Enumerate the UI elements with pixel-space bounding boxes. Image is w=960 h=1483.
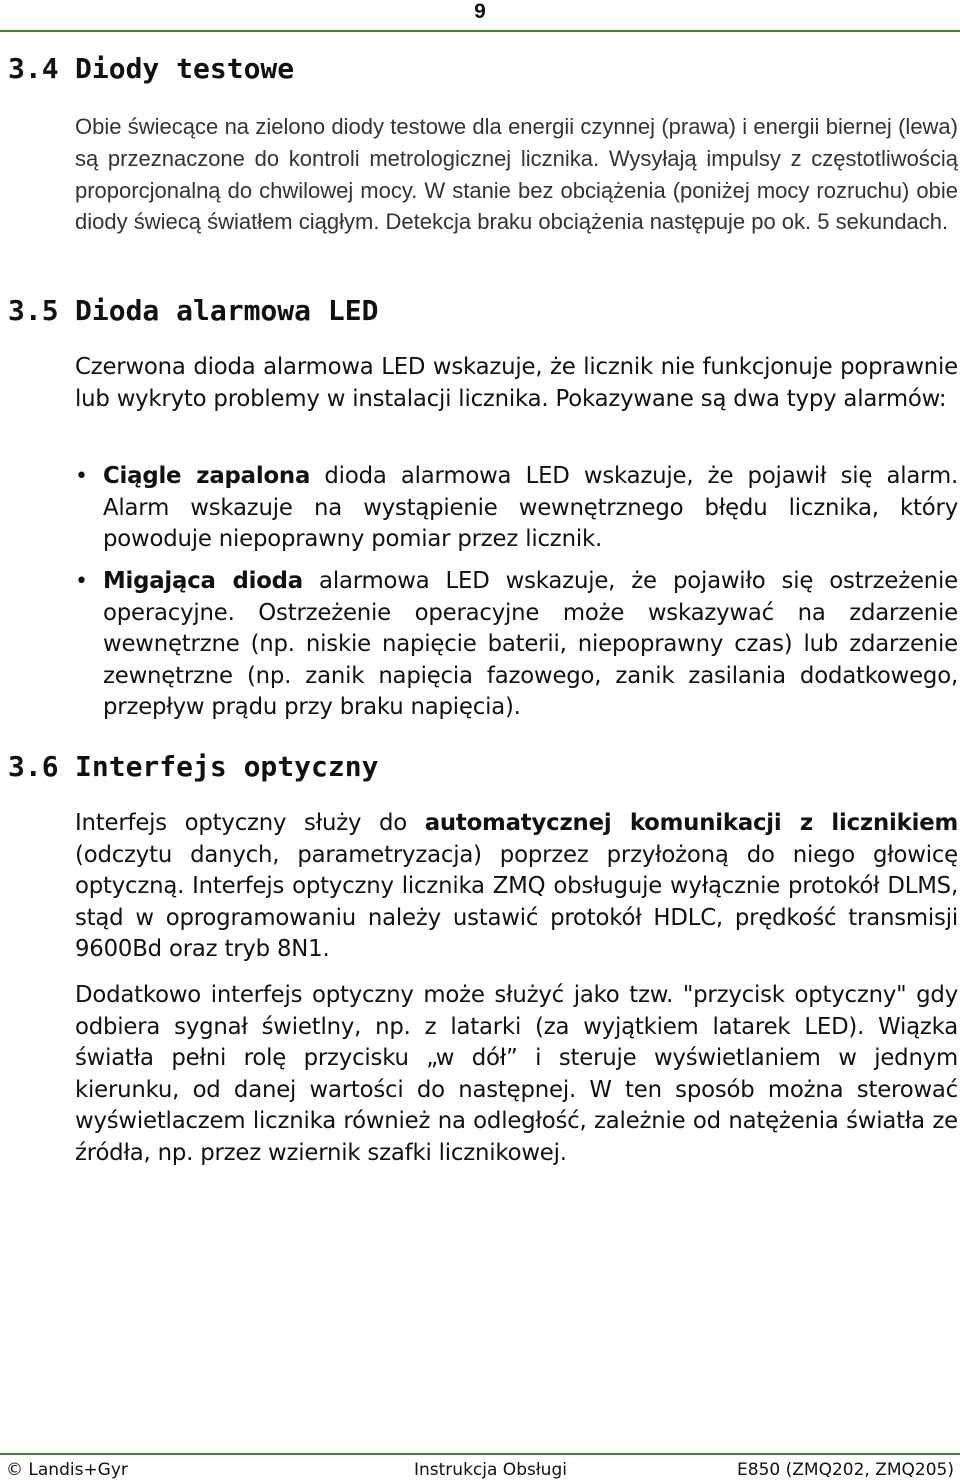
section-3-6-paragraph-2: Dodatkowo interfejs optyczny może służyć jako tzw. "przycisk optyczny" gdy odbiera sygnał świetlny, np. z latarki (za wyjątkiem latarek LED). Wiązka światła pełni rolę przycisku „w dół” i steruje wyświetlaniem w jednym kierunku, od danej wartości do następnej. W ten sposób można sterować wyświetlaczem licznika również na odległość, zależnie od natężenia światła ze źródła, np. przez wziernik szafki licznikowej. [75,982,958,1166]
footer-document-title: Instrukcja Obsługi [414,1460,567,1480]
section-number: 3.4 [8,52,59,85]
paragraph-text: (odczytu danych, parametryzacja) poprzez przyłożoną do niego głowicę optyczną. Interfejs optyczny licznika ZMQ obsługuje wyłącznie protokół DLMS, stąd w oprogramowaniu należy ustawić protokół HDLC, prędkość transmisji 9600Bd oraz tryb 8N1. [75,841,958,963]
section-title: Diody testowe [75,52,295,85]
bullet-text: dioda alarmowa LED wskazuje, że pojawił się alarm. Alarm wskazuje na wystąpienie wewnętrznego błędu licznika, który powoduje niepoprawny pomiar przez licznik. [103,463,959,553]
section-number: 3.6 [8,750,59,783]
paragraph-emphasis: automatycznej komunikacji z licznikiem [424,810,959,836]
bullet-term: Ciągle zapalona [103,463,311,489]
paragraph-text: Interfejs optyczny służy do [75,810,425,836]
section-3-4-heading [8,52,294,86]
header-divider [0,30,960,32]
section-number: 3.5 [8,294,59,327]
bullet-term: Migająca dioda [103,568,303,594]
section-3-5-heading [8,294,378,328]
footer-divider [0,1453,960,1455]
bullet-text: alarmowa LED wskazuje, że pojawiło się ostrzeżenie operacyjne. Ostrzeżenie operacyjne może wskazywać na zdarzenie wewnętrzne (np. niskie napięcie baterii, niepoprawny czas) lub zdarzenie zewnętrzne (np. zanik napięcia fazowego, zanik zasilania dodatkowego, przepływ prądu przy braku napięcia). [103,568,958,721]
section-title: Interfejs optyczny [75,750,379,783]
bullet-blinking-alarm [103,566,958,724]
section-3-5-paragraph: Czerwona dioda alarmowa LED wskazuje, że licznik nie funkcjonuje poprawnie lub wykryto problemy w instalacji licznika. Pokazywane są dwa typy alarmów: [75,354,958,412]
bullet-steady-alarm [103,461,958,556]
section-3-6-heading [8,750,378,784]
footer-product: E850 (ZMQ202, ZMQ205) [737,1460,954,1480]
section-title: Dioda alarmowa LED [75,294,379,327]
section-3-6-paragraph-1 [75,808,958,966]
section-3-4-paragraph: Obie świecące na zielono diody testowe dla energii czynnej (prawa) i energii biernej (lewa) są przeznaczone do kontroli metrologicznej licznika. Wysyłają impulsy z częstotliwością proporcjonalną do chwilowej mocy. W stanie bez obciążenia (poniżej mocy rozruchu) obie diody świecą światłem ciągłym. Detekcja braku obciążenia następuje po ok. 5 sekundach. [75,114,958,235]
page-number: 9 [474,0,486,23]
page-footer [0,1459,960,1483]
footer-copyright: © Landis+Gyr [6,1460,128,1480]
